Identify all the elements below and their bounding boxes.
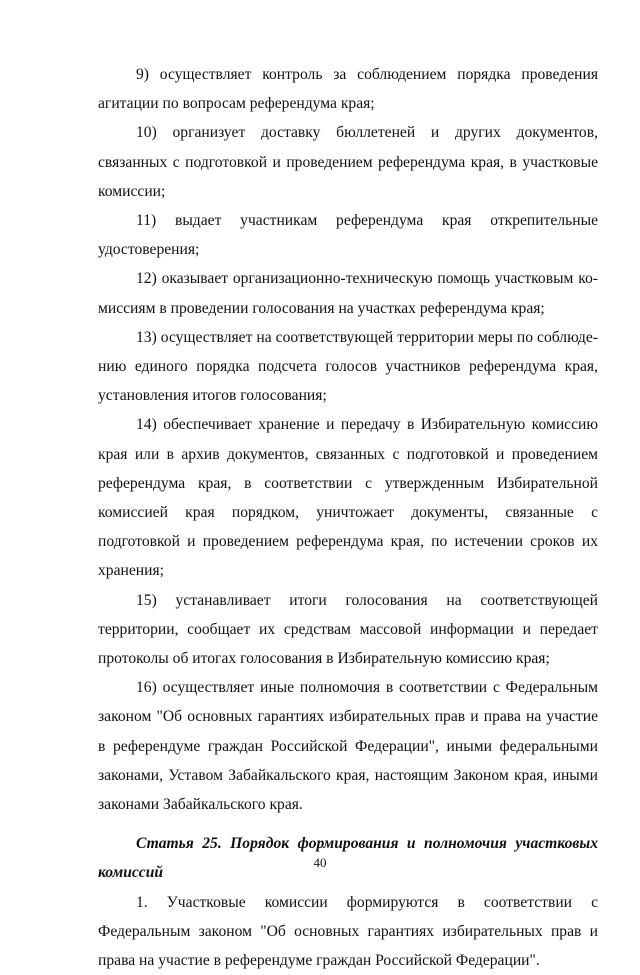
list-item-9: 9) осуществляет контроль за соблюдением порядка проведения агитации по вопросам референдума края;: [98, 66, 598, 113]
list-item-10: 10) организует доставку бюллетеней и других документов, связанных с подготовкой и проведением референдума края, в участковые комиссии;: [98, 124, 598, 200]
list-item-12: 12) оказывает организационно-техническую помощь участковым комиссиям в проведении голосования на участках референдума края;: [98, 270, 598, 317]
list-item-13: 13) осуществляет на соответствующей территории меры по соблюдению единого порядка подсчета голосов участников референдума края, установления итогов голосования;: [98, 328, 598, 405]
document-body: [98, 60, 598, 975]
list-item-14: 14) обеспечивает хранение и передачу в Избирательную комиссию края или в архив документов, связанных с подготовкой и проведением референдума края, в соответствии с утвержденным Избирательной комиссией края порядком, уничтожает документы, связанные с подготовкой и проведением референдума края, по истечении сроков их хранения;: [98, 416, 598, 580]
list-item-15: 15) устанавливает итоги голосования на соответствующей территории, сообщает их средствам массовой информации и передает протоколы об итогах голосования в Избирательную комиссию края;: [98, 591, 598, 668]
list-item-11: 11) выдает участникам референдума края открепительные удостоверения;: [98, 212, 598, 259]
list-item-16: 16) осуществляет иные полномочия в соответствии с Федеральным законом "Об основных гарантиях избирательных прав и права на участие в референдуме граждан Российской Федерации", иными федеральными законами, Уставом Забайкальского края, настоящим Законом края, иными законами Забайкальского края.: [98, 679, 598, 814]
page-number: 40: [313, 855, 327, 870]
article-paragraph: 1. Участковые комиссии формируются в соответствии с Федеральным законом "Об основных гарантиях избирательных прав и права на участие в референдуме граждан Российской Федерации".: [98, 893, 598, 970]
article-heading: Статья 25. Порядок формирования и полномочия участковых комиссий: [98, 835, 598, 882]
